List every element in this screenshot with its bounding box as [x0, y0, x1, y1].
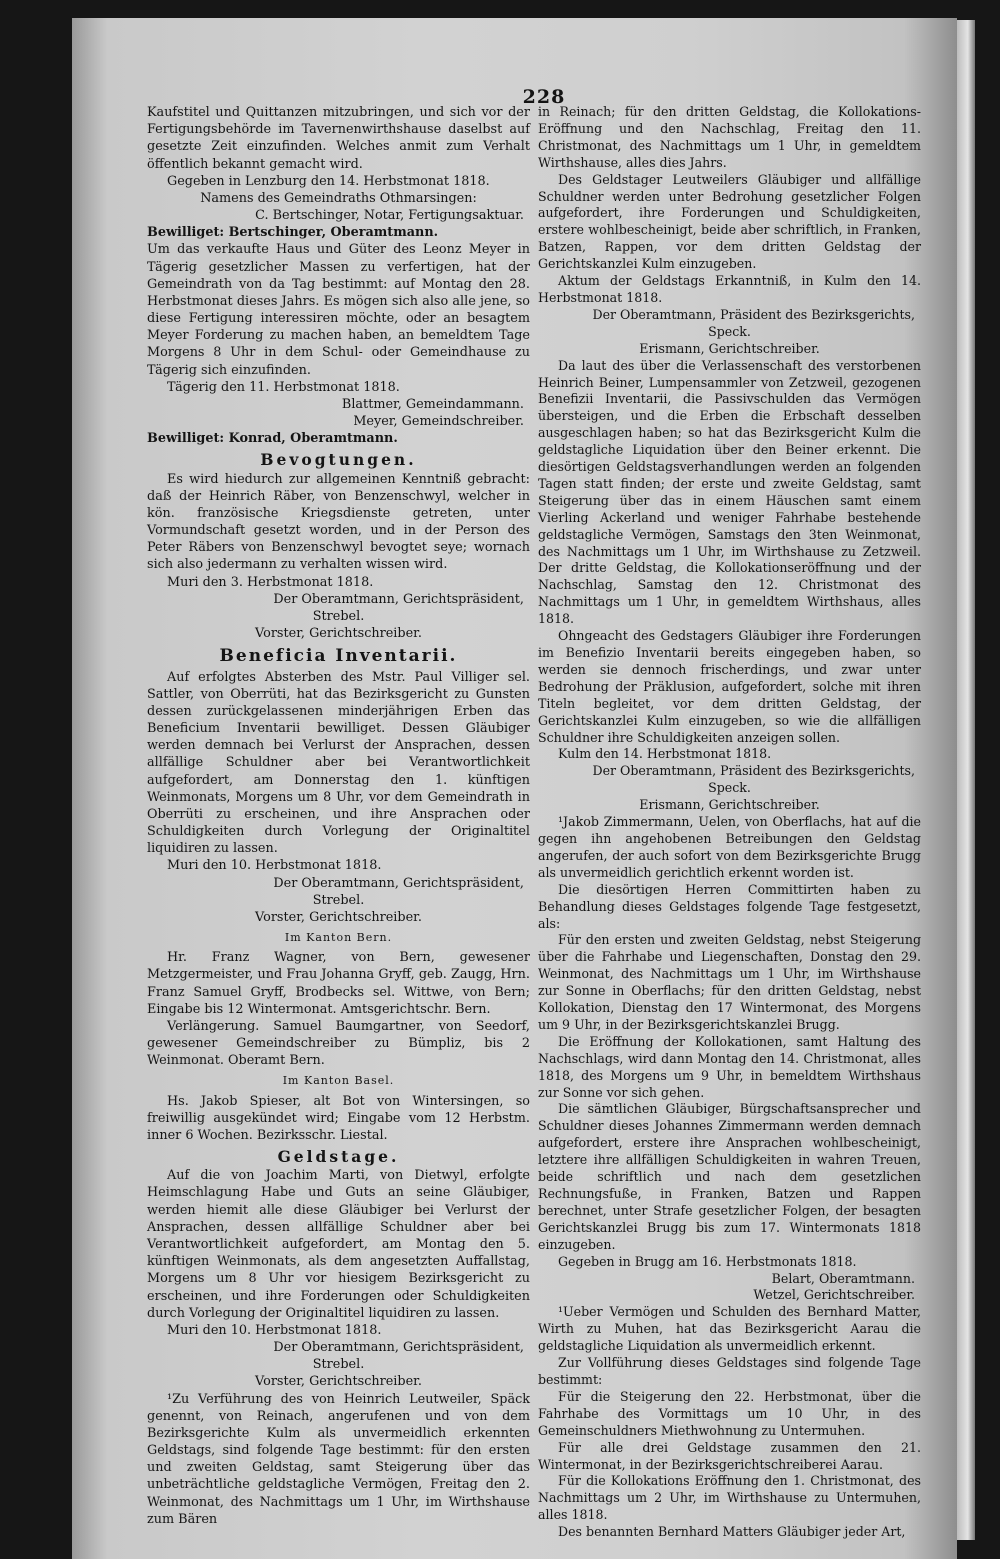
left-column — [147, 104, 530, 1528]
next-page-edge — [957, 20, 975, 1540]
left-column-paragraph: Vorster, Gerichtschreiber. — [255, 626, 422, 642]
right-column-paragraph: ¹Ueber Vermögen und Schulden des Bernhard Matter, Wirth zu Muhen, hat das Bezirksgericht Aarau die geldstagliche Liquidation als unvermeidlich erkennt. — [538, 1304, 921, 1354]
left-column-paragraph: Vorster, Gerichtschreiber. — [255, 909, 422, 925]
right-column-paragraph: Da laut des über die Verlassenschaft des verstorbenen Heinrich Beiner, Lumpensammler von Zetzweil, gezogenen Benefizii Inventarii, die Passivschulden das Vermögen übersteigen, und die Erben die Erbschaft desselben ausgeschlagen haben; so hat das Bezirksgericht Kulm die geldstagliche Liquidation über den Beiner erkennt. Die diesörtigen Geldstagsverhandlungen werden an folgenden Tagen statt finden; der erste und zweite Geldstag, samt Steigerung über das in einem Häuschen samt einem Vierling Ackerland und weniger Fahrhabe bestehende geldstagliche Vermögen, Samstags den 3ten Weinmonat, des Nachmittags um 1 Uhr, im Wirthshause zu Zetzweil. Der dritte Geldstag, die Kollokationseröffnung und der Nachschlag, Samstag den 12. Christmonat des Nachmittags um 1 Uhr, in gemeldtem Wirthshaus, alles 1818. — [538, 357, 921, 627]
left-column-paragraph: Geldstage. — [277, 1147, 400, 1167]
left-column-paragraph: Beneficia Inventarii. — [219, 646, 458, 667]
right-column-paragraph: Belart, Oberamtmann. — [771, 1270, 915, 1286]
left-column-paragraph: Muri den 10. Herbstmonat 1818. — [167, 858, 382, 874]
left-column-paragraph: Im Kanton Bern. — [284, 931, 393, 945]
right-column-paragraph: Für den ersten und zweiten Geldstag, nebst Steigerung über die Fahrhabe und Liegenschaften, Donstag den 29. Weinmonat, des Nachmittags um 1 Uhr, im Wirthshause zur Sonne in Oberflachs; für den dritten Geldstag, nebst Kollokation, Dienstag den 17 Wintermonat, des Morgens um 9 Uhr, in der Bezirksgerichtskanzlei Brugg. — [538, 932, 921, 1032]
left-column-paragraph: Tägerig den 11. Herbstmonat 1818. — [167, 379, 400, 395]
left-column-paragraph: ¹Zu Verführung des von Heinrich Leutweiler, Späck genennt, von Reinach, angerufenen und von dem Bezirksgerichte Kulm als unvermeidlich erkennten Geldstags, sind folgende Tage bestimmt: für den ersten und zweiten Geldstag, samt Steigerung über das unbeträchtliche geldstagliche Vermögen, Freitag den 2. Weinmonat, des Nachmittags um 1 Uhr, im Wirthshause zum Bären — [147, 1391, 530, 1527]
right-column-paragraph: Für alle drei Geldstage zusammen den 21. Wintermonat, in der Bezirksgerichtschreiberei Aarau. — [538, 1439, 921, 1472]
left-column-paragraph: Gegeben in Lenzburg den 14. Herbstmonat 1818. — [167, 173, 490, 189]
left-column-paragraph: Um das verkaufte Haus und Güter des Leonz Meyer in Tägerig gesetzlicher Massen zu verfertigen, hat der Gemeindrath von da Tag bestimmt: auf Montag den 28. Herbstmonat dieses Jahrs. Es mögen sich also alle jene, so diese Fertigung interessiren möchte, oder an besagtem Meyer Forderung zu machen haben, an bemeldtem Tage Morgens 8 Uhr in dem Schul- oder Gemeindhause zu Tägerig sich einzufinden. — [147, 242, 530, 378]
right-column-paragraph: Die diesörtigen Herren Committirten haben zu Behandlung dieses Geldstages folgende Tage festgesetzt, als: — [538, 881, 921, 931]
right-column-paragraph: Speck. — [708, 780, 751, 796]
left-column-paragraph: Bevogtungen. — [260, 450, 417, 470]
left-column-paragraph: Verlängerung. Samuel Baumgartner, von Seedorf, gewesener Gemeindschreiber zu Bümpliz, bis 2 Weinmonat. Oberamt Bern. — [147, 1018, 530, 1069]
left-column-paragraph: Bewilliget: Konrad, Oberamtmann. — [147, 431, 398, 447]
right-column-paragraph: Für die Steigerung den 22. Herbstmonat, über die Fahrhabe des Vormittags um 10 Uhr, in des Gemeinschuldners Miethwohnung zu Untermuhen. — [538, 1388, 921, 1438]
left-column-paragraph: Vorster, Gerichtschreiber. — [255, 1374, 422, 1390]
right-column-paragraph: in Reinach; für den dritten Geldstag, die Kollokations-Eröffnung und den Nachschlag, Freitag den 11. Christmonat, des Nachmittags um 1 Uhr, in gemeldtem Wirthshause, alles dies Jahrs. — [538, 104, 921, 170]
right-column-paragraph: Der Oberamtmann, Präsident des Bezirksgerichts, — [592, 763, 915, 779]
left-column-paragraph: Es wird hiedurch zur allgemeinen Kenntniß gebracht: daß der Heinrich Räber, von Benzenschwyl, welcher in kön. französische Kriegsdienste getreten, unter Vormundschaft gesetzt worden, und in der Person des Peter Räbers von Benzenschwyl bevogtet seye; wornach sich also jedermann zu verhalten wissen wird. — [147, 471, 530, 573]
left-column-paragraph: C. Bertschinger, Notar, Fertigungsaktuar. — [255, 208, 524, 224]
right-column-paragraph: Des Geldstager Leutweilers Gläubiger und allfällige Schuldner werden unter Bedrohung gesetzlicher Folgen aufgefordert, ihre Forderungen und Schuldigkeiten, erstere wohlbescheinigt, beide aber schriftlich, in Franken, Batzen, Rappen, vor dem dritten Geldstag der Gerichtskanzlei Kulm einzugeben. — [538, 171, 921, 272]
right-column-paragraph: Wetzel, Gerichtschreiber. — [753, 1287, 915, 1303]
left-column-paragraph: Namens des Gemeindraths Othmarsingen: — [200, 190, 477, 206]
left-column-paragraph: Im Kanton Basel. — [282, 1074, 395, 1088]
left-column-paragraph: Bewilliget: Bertschinger, Oberamtmann. — [147, 225, 439, 241]
right-column-paragraph: ¹Jakob Zimmermann, Uelen, von Oberflachs, hat auf die gegen ihn angehobenen Betreibungen den Geldstag angerufen, der auch sofort von dem Bezirksgerichte Brugg als unvermeidlich gerichtlich erkennt worden ist. — [538, 814, 921, 880]
right-column-paragraph: Der Oberamtmann, Präsident des Bezirksgerichts, — [592, 306, 915, 322]
left-column-paragraph: Muri den 3. Herbstmonat 1818. — [167, 574, 374, 590]
right-column-paragraph: Speck. — [708, 323, 751, 339]
right-column-paragraph: Aktum der Geldstags Erkanntniß, in Kulm den 14. Herbstmonat 1818. — [538, 273, 921, 305]
right-column-paragraph: Gegeben in Brugg am 16. Herbstmonats 1818. — [558, 1253, 857, 1269]
left-column-paragraph: Strebel. — [312, 608, 365, 624]
right-column-paragraph: Erismann, Gerichtschreiber. — [639, 797, 820, 813]
left-column-paragraph: Kaufstitel und Quittanzen mitzubringen, und sich vor der Fertigungsbehörde im Tavernenwirthshause daselbst auf gesetzte Zeit einzufinden. Welches anmit zum Verhalt öffentlich bekannt gemacht wird. — [147, 105, 530, 172]
left-column-paragraph: Blattmer, Gemeindammann. — [341, 396, 524, 412]
page-number: 228 — [522, 86, 566, 108]
left-column-paragraph: Auf erfolgtes Absterben des Mstr. Paul Villiger sel. Sattler, von Oberrüti, hat das Bezirksgericht zu Gunsten dessen zurückgelassenen minderjährigen Erben das Beneficium Inventarii bewilliget. Dessen Gläubiger werden demnach bei Verlurst der Ansprachen, dessen allfällige Schuldner aber bei Verantwortlichkeit aufgefordert, am Donnerstag den 1. künftigen Weinmonats, Morgens um 8 Uhr, vor dem Gemeindrath in Oberrüti zu erscheinen, und ihre Ansprachen oder Schuldigkeiten durch Vorlegung der Originaltitel liquidiren zu lassen. — [147, 669, 530, 857]
right-column-paragraph: Die Eröffnung der Kollokationen, samt Haltung des Nachschlags, wird dann Montag den 14. Christmonat, alles 1818, des Morgens um 9 Uhr, in bemeldtem Wirthshaus zur Sonne vor sich gehen. — [538, 1033, 921, 1100]
left-column-paragraph: Strebel. — [312, 892, 365, 908]
right-column — [538, 104, 921, 1541]
right-column-paragraph: Kulm den 14. Herbstmonat 1818. — [558, 746, 772, 762]
left-column-paragraph: Meyer, Gemeindschreiber. — [353, 414, 524, 430]
right-column-paragraph: Für die Kollokations Eröffnung den 1. Christmonat, des Nachmittags um 2 Uhr, im Wirthshause zu Untermuhen, alles 1818. — [538, 1473, 921, 1523]
left-column-paragraph: Auf die von Joachim Marti, von Dietwyl, erfolgte Heimschlagung Habe und Guts an seine Gläubiger, werden hiemit alle diese Gläubiger bei Verlurst der Ansprachen, dessen allfällige Schuldner aber bei Verantwortlichkeit aufgefordert, am Montag den 5. künftigen Weinmonats, als dem angesetzten Auffallstag, Morgens um 8 Uhr vor hiesigem Bezirksgericht zu erscheinen, und ihre Forderungen oder Schuldigkeiten durch Vorlegung der Originaltitel liquidiren zu lassen. — [147, 1168, 530, 1321]
left-column-paragraph: Der Oberamtmann, Gerichtspräsident, — [273, 591, 524, 607]
left-column-paragraph: Der Oberamtmann, Gerichtspräsident, — [273, 1340, 524, 1356]
right-column-paragraph: Des benannten Bernhard Matters Gläubiger jeder Art, — [558, 1524, 906, 1540]
left-column-paragraph: Strebel. — [312, 1357, 365, 1373]
left-column-paragraph: Muri den 10. Herbstmonat 1818. — [167, 1322, 382, 1338]
left-column-paragraph: Der Oberamtmann, Gerichtspräsident, — [273, 875, 524, 891]
right-column-paragraph: Die sämtlichen Gläubiger, Bürgschaftsansprecher und Schuldner dieses Johannes Zimmermann werden demnach aufgefordert, erstere ihre Ansprachen wohlbescheinigt, letztere ihre allfälligen Schuldigkeiten in wahren Treuen, beide schriftlich und nach dem gesetzlichen Rechnungsfuße, in Franken, Batzen und Rappen berechnet, unter Strafe gesetzlicher Folgen, der besagten Gerichtskanzlei Brugg bis zum 17. Wintermonats 1818 einzugeben. — [538, 1101, 921, 1252]
right-column-paragraph: Ohngeacht des Gedstagers Gläubiger ihre Forderungen im Benefizio Inventarii bereits eingegeben haben, so werden sie dennoch frischerdings, und zwar unter Bedrohung der Präklusion, aufgefordert, solche mit ihren Titeln begleitet, vor dem dritten Geldstag, der Gerichtskanzlei Kulm einzugeben, so wie die allfälligen Schuldner ihre Schuldigkeiten anzeigen sollen. — [538, 628, 921, 745]
left-column-paragraph: Hr. Franz Wagner, von Bern, gewesener Metzgermeister, und Frau Johanna Gryff, geb. Zaugg, Hrn. Franz Samuel Gryff, Brodbecks sel. Wittwe, von Bern; Eingabe bis 12 Wintermonat. Amtsgerichtschr. Bern. — [147, 950, 530, 1017]
right-column-paragraph: Erismann, Gerichtschreiber. — [639, 340, 820, 356]
left-column-paragraph: Hs. Jakob Spieser, alt Bot von Wintersingen, so freiwillig ausgekündet wird; Eingabe vom 12 Herbstm. inner 6 Wochen. Bezirksschr. Liestal. — [147, 1093, 530, 1143]
right-column-paragraph: Zur Vollführung dieses Geldstages sind folgende Tage bestimmt: — [538, 1355, 921, 1387]
